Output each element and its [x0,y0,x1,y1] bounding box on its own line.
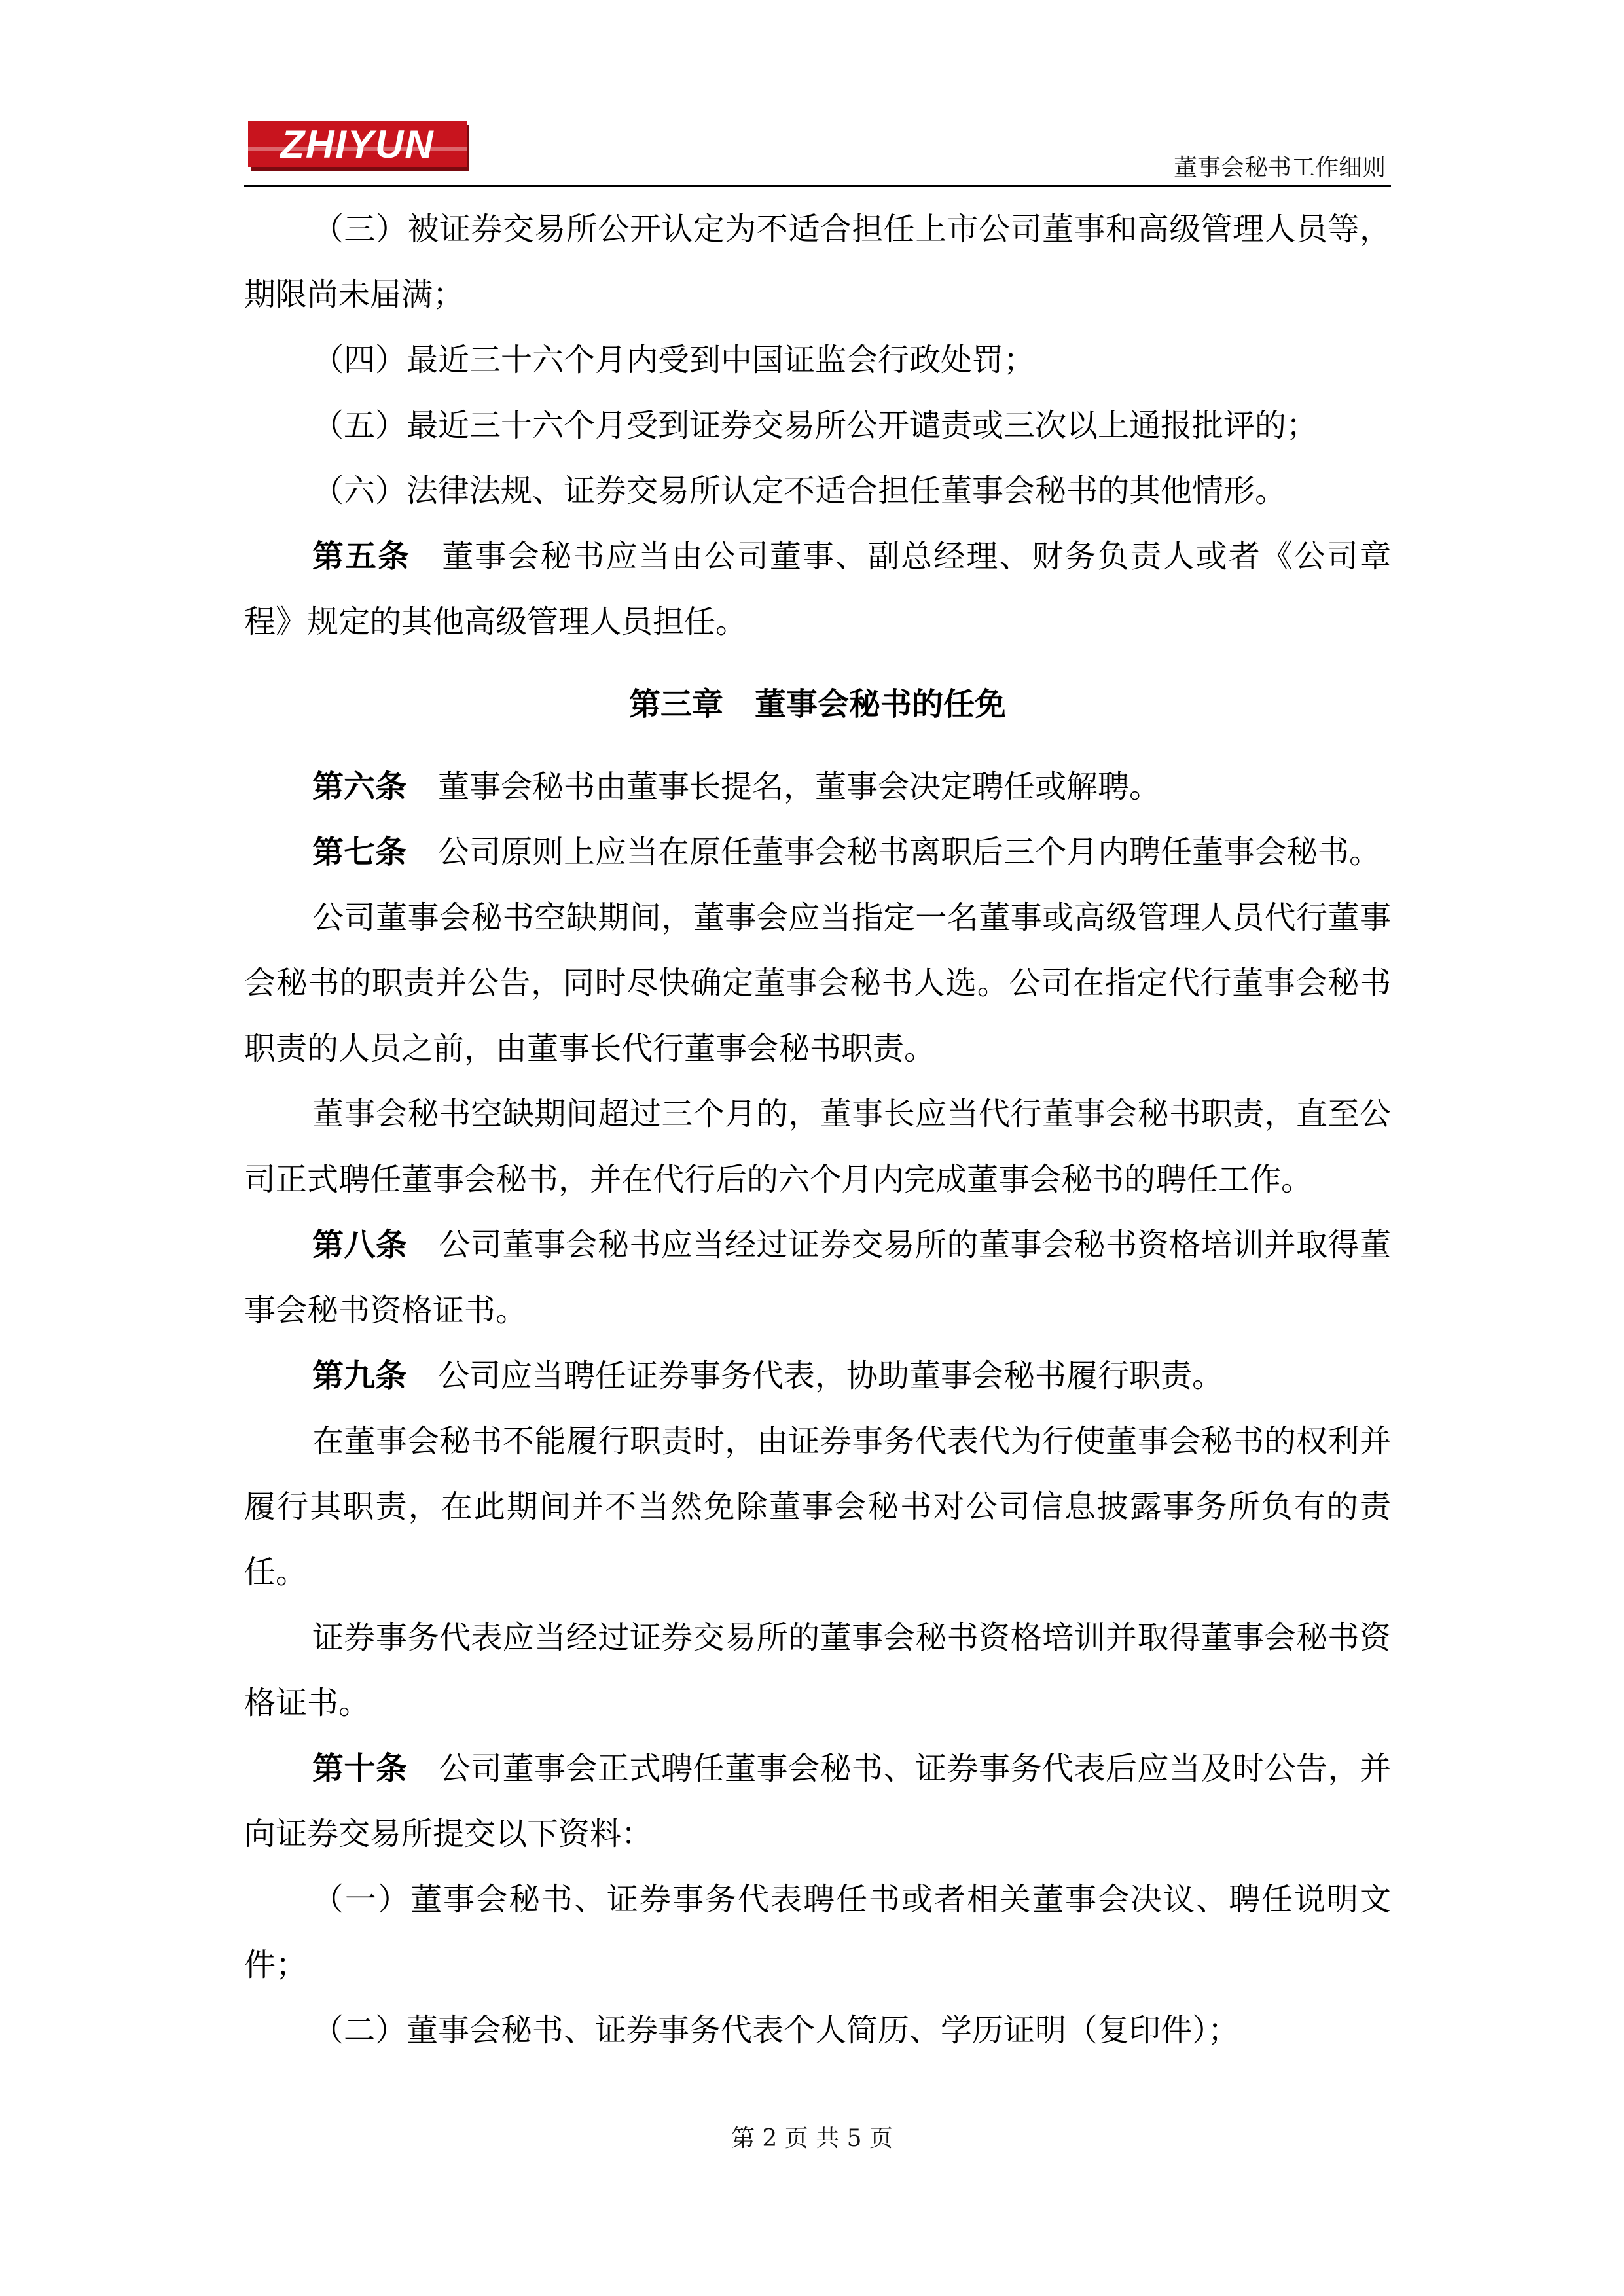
article-label: 第九条 [312,1357,407,1394]
paragraph-item-1: （一）董事会秘书、证券事务代表聘任书或者相关董事会决议、聘任说明文件； [244,1881,1391,1983]
page-footer: 第 2 页 共 5 页 [731,2125,893,2152]
article-label: 第七条 [312,834,407,870]
chapter-title: 董事会秘书的任免 [755,686,1007,723]
paragraph-item-3: （三）被证券交易所公开认定为不适合担任上市公司董事和高级管理人员等，期限尚未届满； [244,211,1391,313]
paragraph-representative-training: 证券事务代表应当经过证券交易所的董事会秘书资格培训并取得董事会秘书资格证书。 [244,1619,1391,1721]
document-title: 董事会秘书工作细则 [1173,154,1386,181]
header-rule [244,185,1391,187]
article-8: 第八条 公司董事会秘书应当经过证券交易所的董事会秘书资格培训并取得董事会秘书资格证书。 [244,1227,1391,1329]
paragraph-item-4: （四）最近三十六个月内受到中国证监会行政处罚； [312,342,1036,378]
logo-text: ZHIYUN [280,122,435,166]
paragraph-vacancy: 公司董事会秘书空缺期间，董事会应当指定一名董事或高级管理人员代行董事会秘书的职责并公告，同时尽快确定董事会秘书人选。公司在指定代行董事会秘书职责的人员之前，由董事长代行董事会秘书职责。 [244,899,1391,1067]
paragraph-representative-duties: 在董事会秘书不能履行职责时，由证券事务代表代为行使董事会秘书的权利并履行其职责，在此期间并不当然免除董事会秘书对公司信息披露事务所负有的责任。 [244,1423,1391,1590]
chapter-heading [244,655,1391,754]
page-header [244,115,1391,187]
paragraph-item-6: （六）法律法规、证券交易所认定不适合担任董事会秘书的其他情形。 [312,473,1287,509]
paragraph-vacancy-over-three-months: 董事会秘书空缺期间超过三个月的，董事长应当代行董事会秘书职责，直至公司正式聘任董事会秘书，并在代行后的六个月内完成董事会秘书的聘任工作。 [244,1096,1391,1198]
article-9: 第九条 公司应当聘任证券事务代表，协助董事会秘书履行职责。 [312,1357,1224,1394]
company-logo [248,121,471,172]
chapter-number: 第三章 [628,686,723,723]
article-10: 第十条 公司董事会正式聘任董事会秘书、证券事务代表后应当及时公告，并向证券交易所提交以下资料： [244,1750,1391,1852]
article-7: 第七条 公司原则上应当在原任董事会秘书离职后三个月内聘任董事会秘书。 [312,834,1381,870]
document-body [244,196,1391,2063]
article-label: 第五条 [312,538,411,575]
paragraph-item-5: （五）最近三十六个月受到证券交易所公开谴责或三次以上通报批评的； [312,407,1318,444]
paragraph-item-2: （二）董事会秘书、证券事务代表个人简历、学历证明（复印件）； [312,2012,1240,2049]
article-label: 第八条 [312,1227,408,1263]
article-label: 第十条 [312,1750,408,1787]
article-label: 第六条 [312,768,407,805]
article-5: 第五条 董事会秘书应当由公司董事、副总经理、财务负责人或者《公司章程》规定的其他高级管理人员担任。 [244,538,1391,640]
article-6: 第六条 董事会秘书由董事长提名，董事会决定聘任或解聘。 [312,768,1161,805]
